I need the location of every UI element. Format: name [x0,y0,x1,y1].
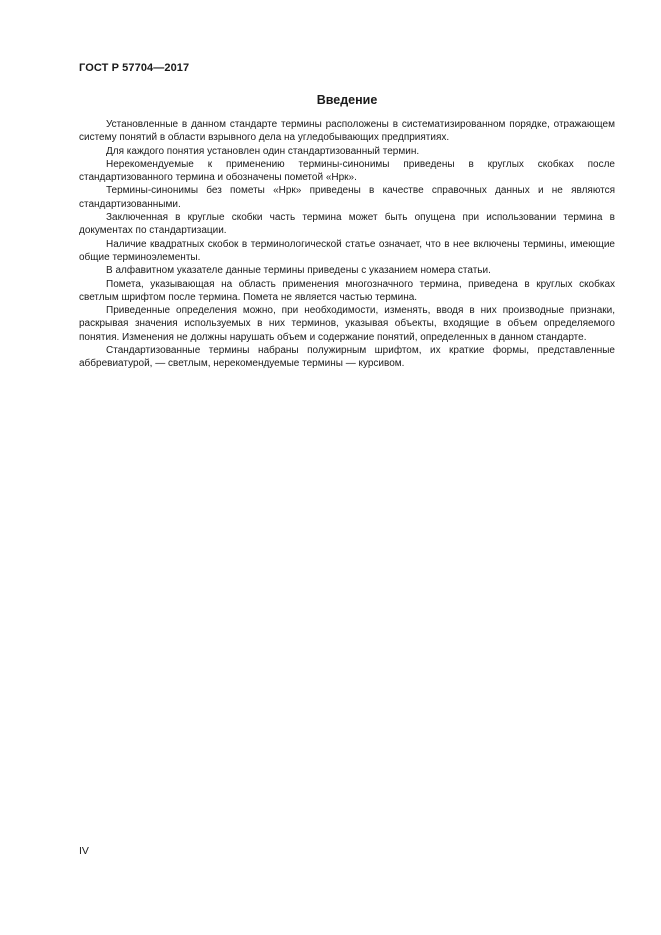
introduction-text [79,118,615,371]
paragraph: Заключенная в круглые скобки часть термина может быть опущена при использовании термина в документах по стандартизации. [79,212,615,237]
paragraph: В алфавитном указателе данные термины приведены с указанием номера статьи. [106,265,491,277]
paragraph: Помета, указывающая на область применения многозначного термина, приведена в круглых скобках светлым шрифтом после термина. Помета не является частью термина. [79,278,615,303]
paragraph: Приведенные определения можно, при необходимости, изменять, вводя в них производные признаки, раскрывая значения используемых в них терминов, указывая объекты, входящие в объем определяемого понятия. Изменения не должны нарушать объем и содержание понятий, определенных в данном стандарте. [79,305,615,343]
paragraph: Для каждого понятия установлен один стандартизованный термин. [106,145,420,157]
section-title: Введение [316,93,378,107]
page-number: IV [79,845,89,857]
paragraph: Наличие квадратных скобок в терминологической статье означает, что в нее включены термины, имеющие общие терминоэлементы. [79,238,615,263]
paragraph: Нерекомендуемые к применению термины-синонимы приведены в круглых скобках после стандартизованного термина и обозначены пометой «Нрк». [79,158,615,184]
paragraph: Стандартизованные термины набраны полужирным шрифтом, их краткие формы, представленные аббревиатурой, — светлым, нерекомендуемые термины — курсивом. [79,345,615,370]
paragraph: Термины-синонимы без пометы «Нрк» приведены в качестве справочных данных и не являются стандартизованными. [79,185,615,210]
paragraph: Установленные в данном стандарте термины расположены в систематизированном порядке, отражающем систему понятий в области взрывного дела на угледобывающих предприятиях. [79,119,615,144]
document-header: ГОСТ Р 57704—2017 [79,62,190,74]
